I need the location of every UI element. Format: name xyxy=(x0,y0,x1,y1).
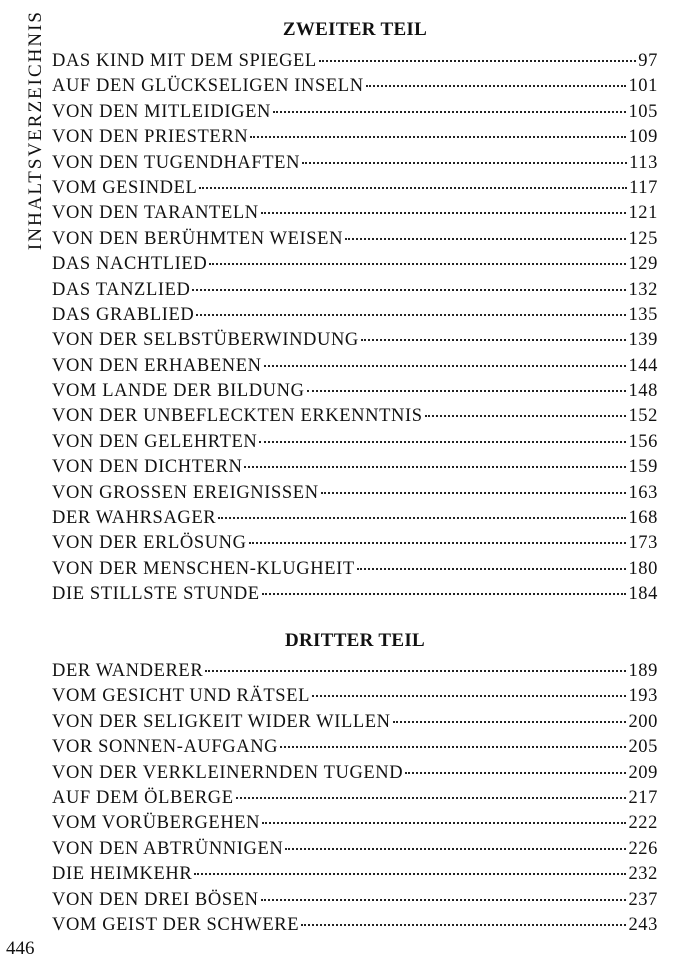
toc-entry-title: DAS GRABLIED xyxy=(52,304,195,325)
toc-entry-title: VON DEN MITLEIDIGEN xyxy=(52,101,271,122)
dot-leader xyxy=(366,85,627,87)
toc-entry-page: 184 xyxy=(628,584,658,605)
dot-leader xyxy=(273,111,626,113)
toc-entry-title: VOM GEIST DER SCHWERE xyxy=(52,914,300,935)
toc-entry-title: VON DER SELIGKEIT WIDER WILLEN xyxy=(52,711,391,732)
dot-leader xyxy=(196,314,626,316)
toc-entry-page: 159 xyxy=(628,457,658,478)
dot-leader xyxy=(262,593,627,595)
dot-leader xyxy=(261,212,627,214)
toc-entry-title: VOM VORÜBERGEHEN xyxy=(52,813,261,834)
toc-entry-title: VON GROSSEN EREIGNISSEN xyxy=(52,482,319,503)
toc-entry-page: 222 xyxy=(628,813,658,834)
toc-entry xyxy=(52,913,658,938)
dot-leader xyxy=(244,466,626,468)
dot-leader xyxy=(236,797,627,799)
toc-entry xyxy=(52,659,658,684)
toc-entry-page: 180 xyxy=(628,558,658,579)
toc-entry-page: 226 xyxy=(628,838,658,859)
toc-entry xyxy=(52,328,658,353)
toc-entry xyxy=(52,252,658,277)
toc-entry xyxy=(52,278,658,303)
toc-entry-page: 132 xyxy=(628,279,658,300)
dot-leader xyxy=(199,187,627,189)
toc-entry xyxy=(52,811,658,836)
toc-entry-page: 113 xyxy=(629,152,658,173)
toc-entry-page: 163 xyxy=(628,482,658,503)
toc-entry xyxy=(52,49,658,74)
toc-entry-page: 156 xyxy=(628,431,658,452)
toc-entry-page: 200 xyxy=(628,711,658,732)
toc-entry xyxy=(52,100,658,125)
toc-entry-title: VON DEN GELEHRTEN xyxy=(52,431,258,452)
toc-entry xyxy=(52,837,658,862)
toc-entry-page: 205 xyxy=(628,737,658,758)
toc-entry-title: VOM GESINDEL xyxy=(52,177,198,198)
toc-entry-page: 152 xyxy=(628,406,658,427)
toc-entry-title: VON DEN DREI BÖSEN xyxy=(52,889,259,910)
toc-entry-title: DAS NACHTLIED xyxy=(52,254,208,275)
toc-entry-page: 243 xyxy=(628,914,658,935)
dot-leader xyxy=(249,542,627,544)
dot-leader xyxy=(312,695,626,697)
dot-leader xyxy=(361,339,627,341)
toc-entry-page: 135 xyxy=(628,304,658,325)
toc-entry xyxy=(52,455,658,480)
toc-entry-title: VON DEN DICHTERN xyxy=(52,457,243,478)
dot-leader xyxy=(262,822,626,824)
dot-leader xyxy=(285,848,626,850)
toc-entry-page: 117 xyxy=(629,177,658,198)
dot-leader xyxy=(319,60,636,62)
toc-entry-title: VON DER UNBEFLECKTEN ERKENNTNIS xyxy=(52,406,423,427)
toc-entry-page: 109 xyxy=(628,127,658,148)
dot-leader xyxy=(218,517,626,519)
toc-entry-title: AUF DEN GLÜCKSELIGEN INSELN xyxy=(52,76,364,97)
toc-list-zweiter-teil xyxy=(52,49,658,608)
toc-entry xyxy=(52,404,658,429)
dot-leader xyxy=(194,873,626,875)
running-header-text: INHALTSVERZEICHNIS xyxy=(25,10,46,251)
toc-entry xyxy=(52,379,658,404)
toc-entry-page: 209 xyxy=(628,762,658,783)
toc-entry-title: DER WANDERER xyxy=(52,661,204,681)
toc-entry-title: DAS TANZLIED xyxy=(52,279,191,300)
toc-entry-title: VON DEN BERÜHMTEN WEISEN xyxy=(52,228,344,249)
dot-leader xyxy=(301,924,626,926)
dot-leader xyxy=(302,162,627,164)
toc-entry-page: 173 xyxy=(628,533,658,554)
toc-entry-title: VON DEN ERHABENEN xyxy=(52,355,262,376)
toc-entry-title: VON DEN TARANTELN xyxy=(52,203,259,224)
toc-entry xyxy=(52,125,658,150)
toc-entry-page: 97 xyxy=(638,51,658,71)
dot-leader xyxy=(192,289,626,291)
toc-entry-page: 193 xyxy=(628,686,658,707)
toc-entry-title: VOM GESICHT UND RÄTSEL xyxy=(52,686,310,707)
toc-entry xyxy=(52,735,658,760)
toc-entry-page: 101 xyxy=(628,76,658,97)
toc-entry-title: VOR SONNEN-AUFGANG xyxy=(52,737,279,758)
dot-leader xyxy=(280,746,626,748)
toc-entry xyxy=(52,888,658,913)
dot-leader xyxy=(259,441,626,443)
dot-leader xyxy=(393,721,627,723)
toc-entry-title: VON DER ERLÖSUNG xyxy=(52,533,247,554)
toc-entry-page: 217 xyxy=(628,787,658,808)
running-header xyxy=(0,10,46,290)
toc-entry xyxy=(52,74,658,99)
toc-entry xyxy=(52,684,658,709)
toc-entry xyxy=(52,761,658,786)
toc-entry-title: DIE STILLSTE STUNDE xyxy=(52,584,260,605)
toc-entry xyxy=(52,227,658,252)
toc-entry xyxy=(52,862,658,887)
toc-entry xyxy=(52,557,658,582)
dot-leader xyxy=(425,415,627,417)
toc-entry-page: 121 xyxy=(628,203,658,224)
toc-entry xyxy=(52,710,658,735)
dot-leader xyxy=(250,136,626,138)
toc-entry-page: 139 xyxy=(628,330,658,351)
toc-entry-title: VOM LANDE DER BILDUNG xyxy=(52,381,305,402)
dot-leader xyxy=(261,899,627,901)
toc-entry xyxy=(52,531,658,556)
toc-entry xyxy=(52,354,658,379)
dot-leader xyxy=(405,772,626,774)
toc-entry-page: 148 xyxy=(628,381,658,402)
dot-leader xyxy=(307,390,627,392)
toc-entry-page: 105 xyxy=(628,101,658,122)
toc-entry-title: VON DER SELBSTÜBERWINDUNG xyxy=(52,330,359,351)
page-number: 446 xyxy=(6,938,35,959)
toc-entry-title: VON DEN ABTRÜNNIGEN xyxy=(52,838,284,859)
toc-entry-title: VON DEN TUGENDHAFTEN xyxy=(52,152,301,173)
dot-leader xyxy=(357,568,627,570)
toc-entry xyxy=(52,582,658,607)
toc-entry-page: 237 xyxy=(628,889,658,910)
section-title-dritter-teil: DRITTER TEIL xyxy=(285,630,425,651)
toc-entry-title: DER WAHRSAGER xyxy=(52,508,217,529)
toc-entry xyxy=(52,506,658,531)
toc-entry-title: DIE HEIMKEHR xyxy=(52,864,193,885)
toc-entry-page: 125 xyxy=(628,228,658,249)
toc-entry xyxy=(52,303,658,328)
toc-entry-page: 189 xyxy=(628,661,658,681)
toc-entry xyxy=(52,430,658,455)
toc-entry-title: VON DER VERKLEINERNDEN TUGEND xyxy=(52,762,404,783)
toc-entry-title: DAS KIND MIT DEM SPIEGEL xyxy=(52,51,317,71)
dot-leader xyxy=(321,492,627,494)
toc-entry-page: 168 xyxy=(628,508,658,529)
dot-leader xyxy=(205,670,626,672)
toc-entry-page: 144 xyxy=(628,355,658,376)
toc-entry xyxy=(52,481,658,506)
dot-leader xyxy=(209,263,626,265)
section-title-zweiter-teil: ZWEITER TEIL xyxy=(282,19,428,40)
toc-entry xyxy=(52,151,658,176)
toc-list-dritter-teil xyxy=(52,659,658,938)
toc-entry-title: AUF DEM ÖLBERGE xyxy=(52,787,234,808)
dot-leader xyxy=(345,238,626,240)
toc-entry xyxy=(52,176,658,201)
toc-entry xyxy=(52,786,658,811)
toc-entry-title: VON DEN PRIESTERN xyxy=(52,127,249,148)
dot-leader xyxy=(264,365,627,367)
toc-entry-page: 129 xyxy=(628,254,658,275)
toc-entry xyxy=(52,201,658,226)
toc-entry-page: 232 xyxy=(628,864,658,885)
toc-entry-title: VON DER MENSCHEN-KLUGHEIT xyxy=(52,558,355,579)
